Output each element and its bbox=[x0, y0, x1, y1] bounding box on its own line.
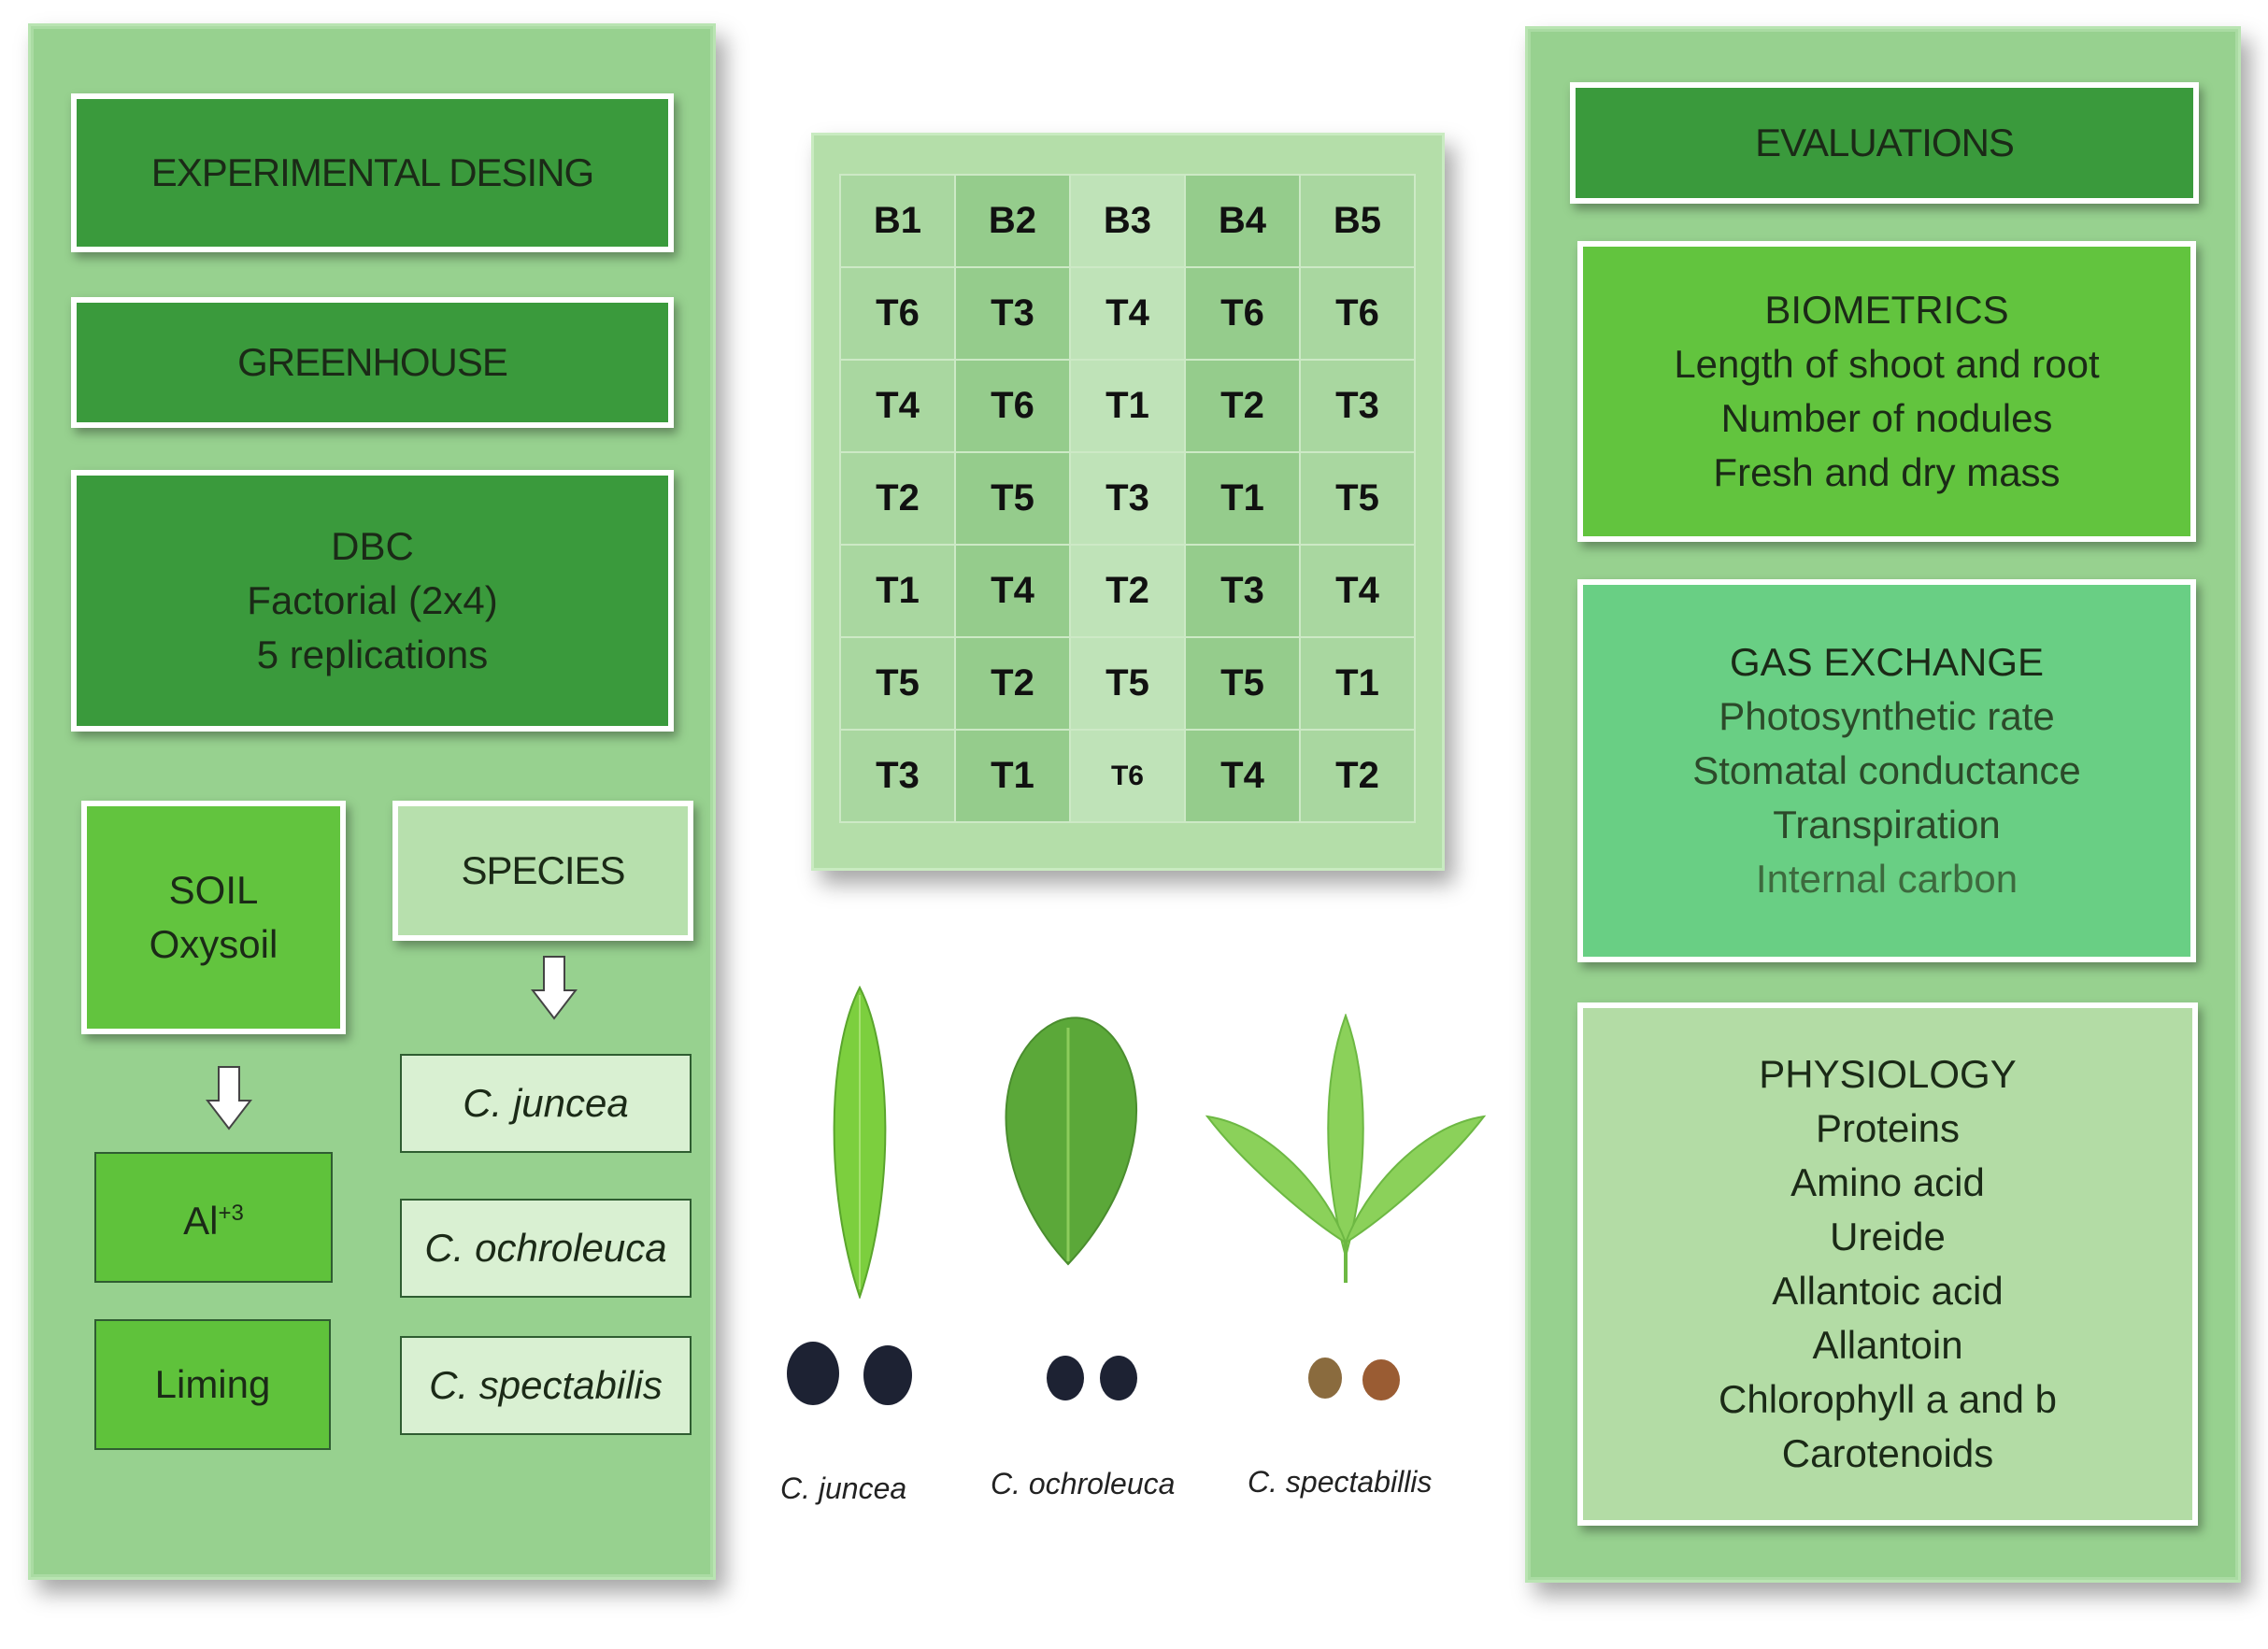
liming-label: Liming bbox=[154, 1362, 271, 1406]
aluminum-box bbox=[94, 1152, 333, 1283]
species-item-ochroleuca bbox=[400, 1199, 692, 1298]
physiology-title: PHYSIOLOGY bbox=[1759, 1052, 2017, 1096]
evaluations-title: EVALUATIONS bbox=[1755, 121, 2014, 164]
dbc-line-1: DBC bbox=[331, 524, 414, 568]
grid-cell: T1 bbox=[956, 731, 1069, 821]
experimental-design-box bbox=[71, 93, 674, 252]
species-item-label: C. spectabilis bbox=[429, 1363, 663, 1407]
physiology-box bbox=[1577, 1002, 2198, 1526]
physiology-item: Allantoic acid bbox=[1772, 1269, 2004, 1313]
grid-cell: T2 bbox=[1186, 361, 1299, 451]
grid-cell: T6 bbox=[1071, 731, 1184, 821]
grid-cell: T5 bbox=[956, 453, 1069, 544]
caption-spectabilis: C. spectabillis bbox=[1248, 1465, 1433, 1499]
seeds-ochroleuca-icon bbox=[1039, 1350, 1142, 1406]
soil-type: Oxysoil bbox=[149, 922, 278, 966]
grid-cell: T5 bbox=[1071, 638, 1184, 729]
dbc-line-3: 5 replications bbox=[256, 633, 489, 676]
dbc-box bbox=[71, 470, 674, 732]
grid-header-cell: B1 bbox=[841, 176, 954, 266]
down-arrow-icon bbox=[531, 955, 578, 1020]
biometrics-box bbox=[1577, 241, 2196, 542]
grid-cell: T4 bbox=[1071, 268, 1184, 359]
physiology-item: Allantoin bbox=[1812, 1323, 1963, 1367]
leaf-spectabilis-icon bbox=[1205, 1014, 1486, 1285]
grid-cell: T4 bbox=[1301, 546, 1414, 636]
physiology-item: Amino acid bbox=[1790, 1160, 1985, 1204]
physiology-item: Proteins bbox=[1815, 1106, 1961, 1150]
physiology-item: Chlorophyll a and b bbox=[1719, 1377, 2057, 1421]
grid-cell: T5 bbox=[1186, 638, 1299, 729]
grid-header-cell: B3 bbox=[1071, 176, 1184, 266]
biometrics-item: Fresh and dry mass bbox=[1713, 450, 2061, 494]
grid-cell: T4 bbox=[956, 546, 1069, 636]
leaf-ochroleuca-icon bbox=[993, 1014, 1143, 1266]
gas-exchange-item: Photosynthetic rate bbox=[1719, 694, 2055, 738]
gas-exchange-item: Transpiration bbox=[1773, 803, 2001, 846]
grid-cell: T5 bbox=[841, 638, 954, 729]
physiology-item: Carotenoids bbox=[1781, 1431, 1994, 1475]
experimental-design-title: EXPERIMENTAL DESING bbox=[150, 150, 594, 194]
grid-header-cell: B2 bbox=[956, 176, 1069, 266]
grid-cell: T2 bbox=[1071, 546, 1184, 636]
seeds-spectabilis-icon bbox=[1302, 1350, 1405, 1406]
grid-cell: T1 bbox=[841, 546, 954, 636]
biometrics-title: BIOMETRICS bbox=[1764, 288, 2009, 332]
grid-cell: T1 bbox=[1186, 453, 1299, 544]
caption-juncea: C. juncea bbox=[780, 1471, 907, 1505]
grid-cell: T6 bbox=[956, 361, 1069, 451]
grid-cell: T4 bbox=[841, 361, 954, 451]
biometrics-item: Length of shoot and root bbox=[1674, 342, 2100, 386]
grid-cell: T3 bbox=[956, 268, 1069, 359]
block-layout-grid bbox=[839, 174, 1416, 823]
aluminum-label: $Al^{+3}$ bbox=[183, 1199, 244, 1243]
gas-exchange-title: GAS EXCHANGE bbox=[1729, 640, 2045, 684]
grid-cell: T2 bbox=[841, 453, 954, 544]
grid-cell: T3 bbox=[1301, 361, 1414, 451]
seeds-juncea-icon bbox=[780, 1336, 920, 1411]
dbc-line-2: Factorial (2x4) bbox=[247, 578, 498, 622]
soil-box bbox=[81, 801, 346, 1034]
grid-cell: T6 bbox=[1186, 268, 1299, 359]
grid-cell: T2 bbox=[956, 638, 1069, 729]
grid-cell: T3 bbox=[1071, 453, 1184, 544]
caption-ochroleuca: C. ochroleuca bbox=[991, 1467, 1176, 1500]
grid-cell: T4 bbox=[1186, 731, 1299, 821]
biometrics-item: Number of nodules bbox=[1720, 396, 2053, 440]
grid-cell: T1 bbox=[1071, 361, 1184, 451]
species-box bbox=[392, 801, 693, 941]
species-item-label: C. ochroleuca bbox=[424, 1226, 667, 1270]
grid-header-cell: B4 bbox=[1186, 176, 1299, 266]
grid-header-cell: B5 bbox=[1301, 176, 1414, 266]
grid-cell: T2 bbox=[1301, 731, 1414, 821]
gas-exchange-item: Internal carbon bbox=[1755, 857, 2018, 901]
grid-cell: T6 bbox=[841, 268, 954, 359]
species-item-label: C. juncea bbox=[463, 1081, 629, 1125]
gas-exchange-box bbox=[1577, 579, 2196, 962]
leaf-juncea-icon bbox=[813, 986, 906, 1299]
gas-exchange-item: Stomatal conductance bbox=[1692, 748, 2081, 792]
down-arrow-icon bbox=[206, 1065, 252, 1130]
species-item-spectabilis bbox=[400, 1336, 692, 1435]
evaluations-box bbox=[1570, 82, 2199, 204]
grid-cell: T3 bbox=[841, 731, 954, 821]
grid-cell: T1 bbox=[1301, 638, 1414, 729]
physiology-item: Ureide bbox=[1830, 1215, 1946, 1258]
soil-title: SOIL bbox=[168, 868, 259, 912]
grid-cell: T6 bbox=[1301, 268, 1414, 359]
species-item-juncea bbox=[400, 1054, 692, 1153]
grid-cell: T3 bbox=[1186, 546, 1299, 636]
grid-cell: T5 bbox=[1301, 453, 1414, 544]
greenhouse-title: GREENHOUSE bbox=[237, 340, 507, 384]
species-title: SPECIES bbox=[461, 848, 625, 892]
liming-box bbox=[94, 1319, 331, 1450]
greenhouse-box bbox=[71, 297, 674, 428]
